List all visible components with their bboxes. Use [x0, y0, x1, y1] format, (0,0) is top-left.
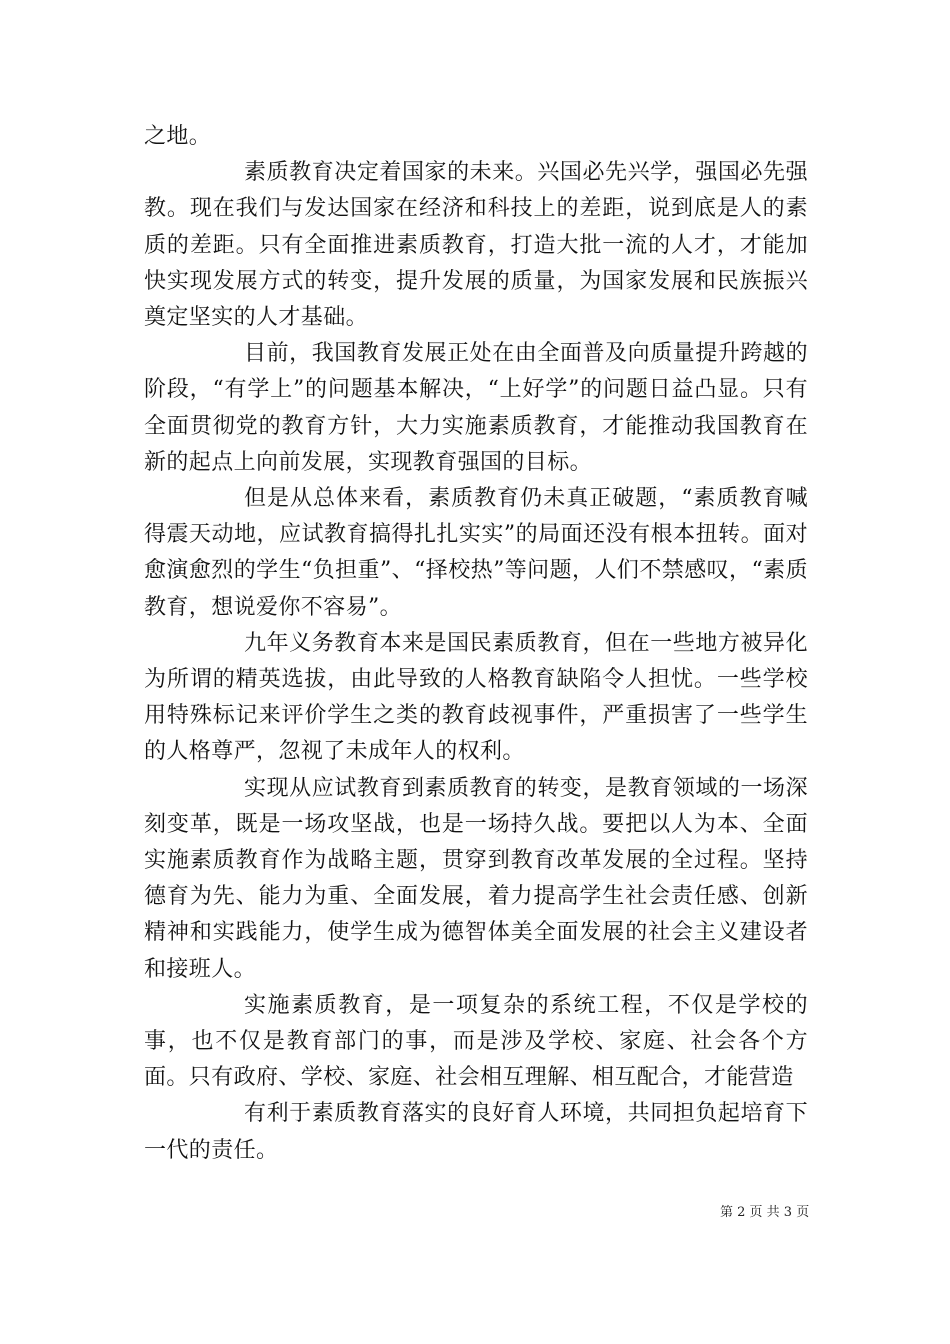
- paragraph-6: 实施素质教育，是一项复杂的系统工程，不仅是学校的事，也不仅是教育部门的事，而是涉及学校、家庭、社会各个方面。只有政府、学校、家庭、社会相互理解、相互配合，才能营造: [144, 992, 808, 1091]
- paragraph-5: 实现从应试教育到素质教育的转变，是教育领域的一场深刻变革，既是一场攻坚战，也是一场持久战。要把以人为本、全面实施素质教育作为战略主题，贯穿到教育改革发展的全过程。坚持德育为先、能力为重、全面发展，着力提高学生社会责任感、创新精神和实践能力，使学生成为德智体美全面发展的社会主义建设者和接班人。: [144, 775, 808, 982]
- paragraph-1: 素质教育决定着国家的未来。兴国必先兴学，强国必先强教。现在我们与发达国家在经济和科技上的差距，说到底是人的素质的差距。只有全面推进素质教育，打造大批一流的人才，才能加快实现发展方式的转变，提升发展的质量，为国家发展和民族振兴奠定坚实的人才基础。: [144, 160, 808, 331]
- paragraph-0: 之地。: [144, 124, 212, 149]
- paragraph-3: 但是从总体来看，素质教育仍未真正破题，“素质教育喊得震天动地，应试教育搞得扎扎实实”的局面还没有根本扭转。面对愈演愈烈的学生“负担重”、“择校热”等问题，人们不禁感叹，“素质教育，想说爱你不容易”。: [144, 486, 808, 620]
- paragraph-2: 目前，我国教育发展正处在由全面普及向质量提升跨越的阶段，“有学上”的问题基本解决，“上好学”的问题日益凸显。只有全面贯彻党的教育方针，大力实施素质教育，才能推动我国教育在新的起点上向前发展，实现教育强国的目标。: [144, 341, 808, 475]
- paragraph-7: 有利于素质教育落实的良好育人环境，共同担负起培育下一代的责任。: [144, 1101, 808, 1163]
- page-number-footer: 第 2 页 共 3 页: [720, 1205, 810, 1220]
- document-body: [144, 119, 808, 1169]
- paragraph-4: 九年义务教育本来是国民素质教育，但在一些地方被异化为所谓的精英选拔，由此导致的人格教育缺陷令人担忧。一些学校用特殊标记来评价学生之类的教育歧视事件，严重损害了一些学生的人格尊严，忽视了未成年人的权利。: [144, 630, 808, 765]
